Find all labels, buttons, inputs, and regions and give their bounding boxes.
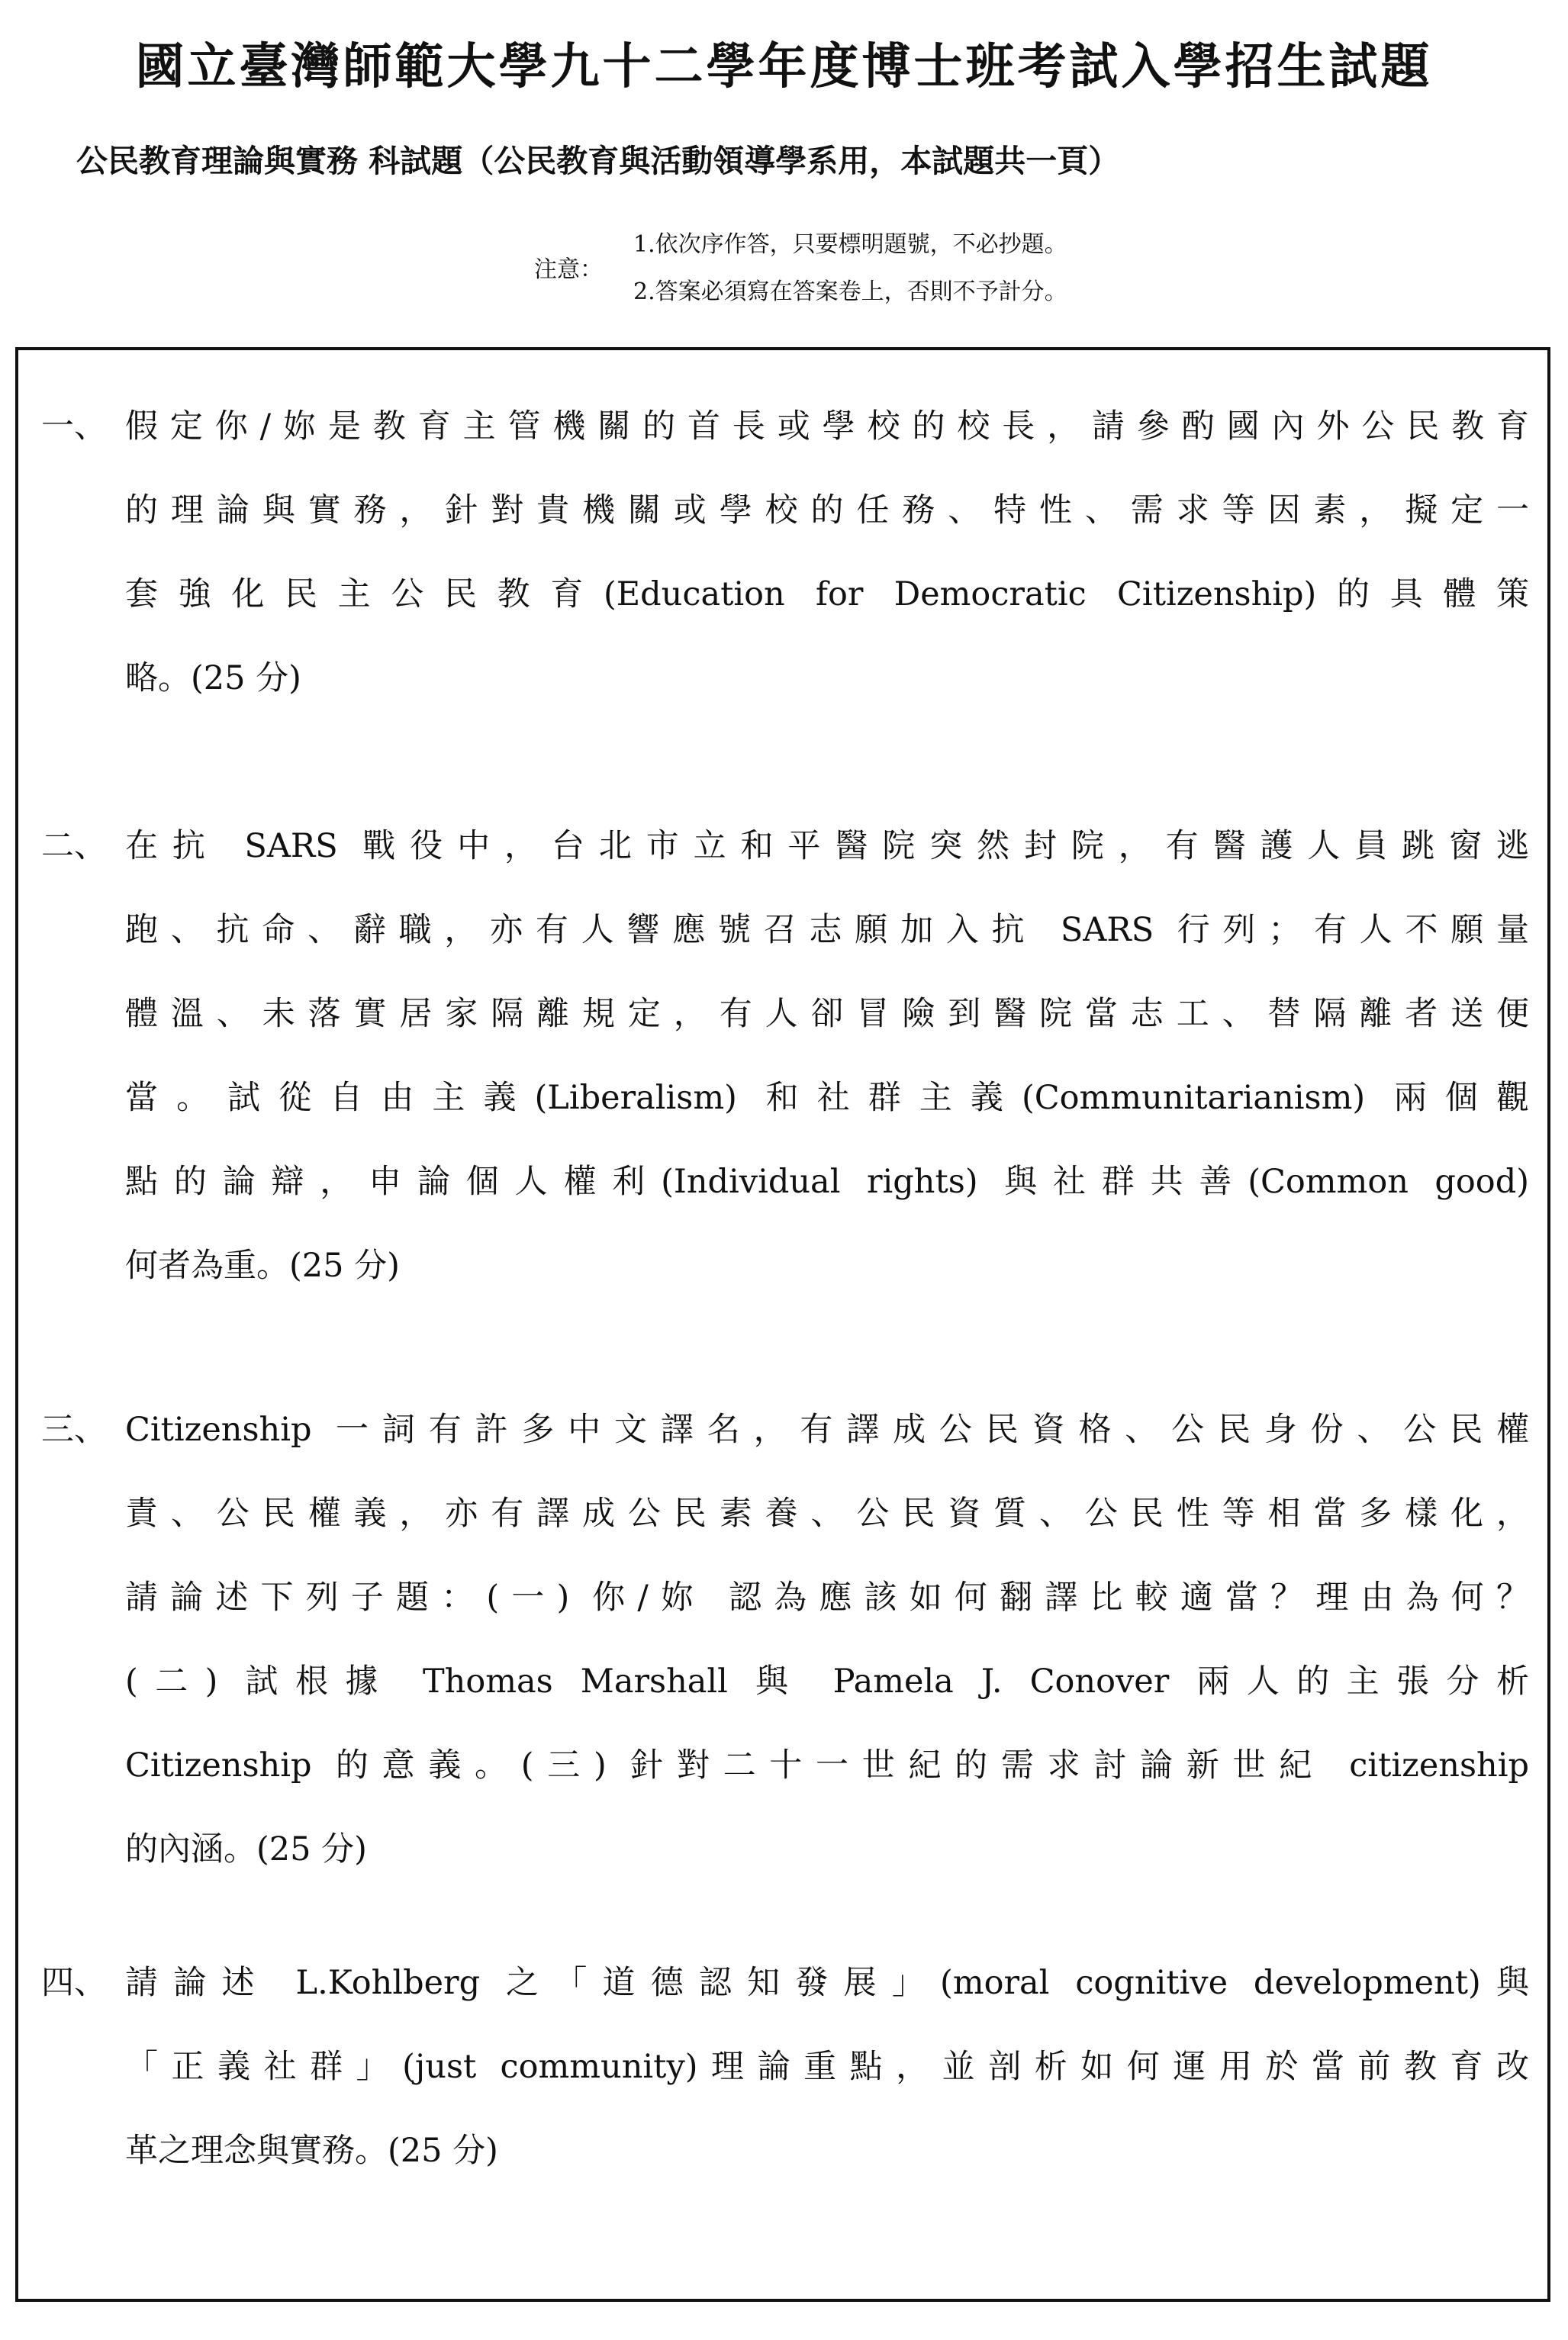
question-line: (二) 試根據 Thomas Marshall 與 Pamela J. Conover 兩人的主張分析 <box>125 1662 1529 1701</box>
question-line: 的內涵。(25 分) <box>125 1830 367 1868</box>
question-line: Citizenship 的意義。(三) 針對二十一世紀的需求討論新世紀 citizenship <box>125 1746 1529 1785</box>
notice-label: 注意： <box>534 256 603 283</box>
question-line: 套強化民主公民教育(Education for Democratic Citizenship)的具體策 <box>125 575 1529 613</box>
question-line: 體溫、未落實居家隔離規定，有人卻冒險到醫院當志工、替隔離者送便 <box>125 995 1529 1033</box>
question-line: 略。(25 分) <box>125 659 301 697</box>
notice-item: 1.依次序作答，只要標明題號，不必抄題。 <box>633 231 1067 258</box>
question-line: 請論述下列子題：(一) 你/妳 認為應該如何翻譯比較適當？理由為何？ <box>125 1579 1529 1617</box>
notice-items <box>633 221 1067 316</box>
question-number: 四、 <box>41 1964 107 2002</box>
question-line: 「正義社群」(just community)理論重點，並剖析如何運用於當前教育改 <box>125 2048 1529 2086</box>
question-line: 在抗 SARS 戰役中，台北市立和平醫院突然封院，有醫護人員跳窗逃 <box>125 827 1529 865</box>
exam-subtitle: 公民教育理論與實務 科試題（公民教育與活動領導學系用，本試題共一頁） <box>76 143 1120 179</box>
question-line: 跑、抗命、辭職，亦有人響應號召志願加入抗 SARS 行列；有人不願量 <box>125 911 1529 949</box>
question-line: 責、公民權義，亦有譯成公民素養、公民資質、公民性等相當多樣化， <box>125 1495 1529 1533</box>
question-line: 請論述 L.Kohlberg 之「道德認知發展」(moral cognitive development)與 <box>125 1964 1529 2002</box>
question-number: 三、 <box>41 1411 107 1449</box>
question-line: 何者為重。(25 分) <box>125 1247 400 1285</box>
notice-item: 2.答案必須寫在答案卷上，否則不予計分。 <box>633 278 1067 305</box>
question-line: 點的論辯，申論個人權利(Individual rights) 與社群共善(Common good) <box>125 1163 1529 1201</box>
question-line: Citizenship 一詞有許多中文譯名，有譯成公民資格、公民身份、公民權 <box>125 1411 1529 1449</box>
question-number: 二、 <box>41 827 107 865</box>
question-line: 革之理念與實務。(25 分) <box>125 2132 498 2170</box>
question-number: 一、 <box>41 407 107 446</box>
exam-title: 國立臺灣師範大學九十二學年度博士班考試入學招生試題 <box>135 38 1433 95</box>
question-line: 的理論與實務，針對貴機關或學校的任務、特性、需求等因素，擬定一 <box>125 491 1529 529</box>
question-line: 假定你/妳是教育主管機關的首長或學校的校長，請參酌國內外公民教育 <box>125 407 1529 446</box>
question-line: 當。試從自由主義(Liberalism) 和社群主義(Communitarianism) 兩個觀 <box>125 1079 1529 1117</box>
questions-box <box>15 347 1550 2302</box>
